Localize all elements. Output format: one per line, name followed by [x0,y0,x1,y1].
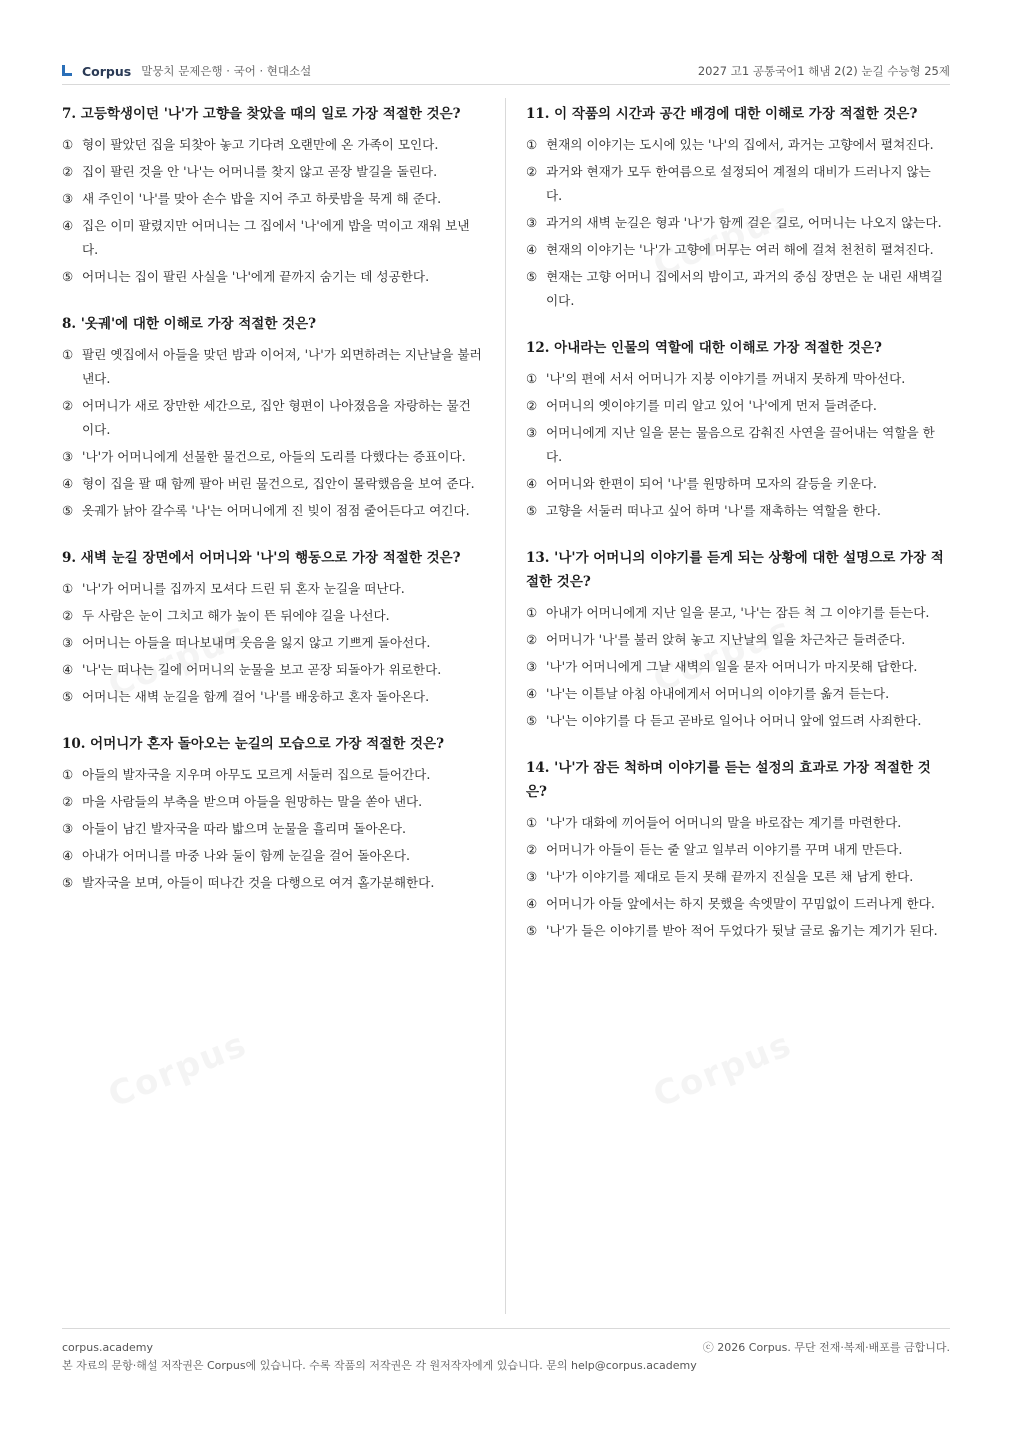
answer-option [62,265,482,289]
brand-name: Corpus [82,63,132,79]
option-number: ⑤ [62,689,74,704]
question-block [526,756,946,943]
question-block [526,546,946,733]
option-text: 어머니는 아들을 떠나보내며 웃음을 잃지 않고 기쁘게 돌아선다. [82,635,431,650]
answer-option [526,211,946,235]
answer-option [526,160,946,208]
option-text: '나'의 편에 서서 어머니가 지붕 이야기를 꺼내지 못하게 막아선다. [546,371,906,386]
option-text: 아들의 발자국을 지우며 아무도 모르게 서둘러 집으로 들어간다. [82,767,431,782]
option-number: ⑤ [62,875,74,890]
answer-option [62,472,482,496]
answer-option [62,817,482,841]
option-number: ⑤ [526,923,538,938]
question-block [526,102,946,313]
answer-option [526,367,946,391]
option-text: 집이 팔린 것을 안 '나'는 어머니를 찾지 않고 곧장 발길을 돌린다. [82,164,438,179]
answer-option [62,343,482,391]
page-footer [62,1328,950,1375]
question-block [526,336,946,523]
option-text: 어머니가 새로 장만한 세간으로, 집안 형편이 나아졌음을 자랑하는 물건이다. [82,398,471,437]
answer-option [62,790,482,814]
question-title: 9. 새벽 눈길 장면에서 어머니와 '나'의 행동으로 가장 적절한 것은? [62,550,461,566]
option-text: 어머니는 새벽 눈길을 함께 걸어 '나'를 배웅하고 혼자 돌아온다. [82,689,430,704]
footer-notice: 본 자료의 문항·해설 저작권은 Corpus에 있습니다. 수록 작품의 저작권은 각 원저작자에게 있습니다. 문의 help@corpus.academy [62,1359,697,1372]
option-text: 어머니는 집이 팔린 사실을 '나'에게 끝까지 숨기는 데 성공한다. [82,269,430,284]
option-text: 아들이 남긴 발자국을 따라 밟으며 눈물을 흘리며 돌아온다. [82,821,406,836]
option-text: 새 주인이 '나'를 맞아 손수 밥을 지어 주고 하룻밤을 묵게 해 준다. [82,191,442,206]
answer-option [526,865,946,889]
option-number: ② [62,608,74,623]
option-number: ① [526,605,538,620]
answer-option [62,604,482,628]
option-number: ① [62,347,74,362]
header-left [62,63,311,79]
question-title: 8. '옷궤'에 대한 이해로 가장 적절한 것은? [62,316,317,332]
option-number: ① [526,371,538,386]
option-text: '나'가 들은 이야기를 받아 적어 두었다가 뒷날 글로 옮기는 계기가 된다. [546,923,938,938]
answer-option [526,133,946,157]
option-number: ③ [526,425,538,440]
option-number: ③ [62,449,74,464]
option-number: ⑤ [526,713,538,728]
answer-option [526,811,946,835]
option-number: ⑤ [526,269,538,284]
question-title: 14. '나'가 잠든 척하며 이야기를 듣는 설정의 효과로 가장 적절한 것은? [526,760,931,800]
option-text: 어머니의 옛이야기를 미리 알고 있어 '나'에게 먼저 들려준다. [546,398,877,413]
answer-option [62,394,482,442]
option-text: 마을 사람들의 부축을 받으며 아들을 원망하는 말을 쏟아 낸다. [82,794,423,809]
answer-option [62,685,482,709]
answer-option [526,472,946,496]
option-text: 현재의 이야기는 도시에 있는 '나'의 집에서, 과거는 고향에서 펼쳐진다. [546,137,934,152]
footer-site: corpus.academy [62,1341,153,1354]
option-text: 현재의 이야기는 '나'가 고향에 머무는 여러 해에 걸쳐 천천히 펼쳐진다. [546,242,934,257]
option-text: '나'는 떠나는 길에 어머니의 눈물을 보고 곧장 되돌아가 위로한다. [82,662,442,677]
answer-option [62,187,482,211]
option-text: '나'가 대화에 끼어들어 어머니의 말을 바로잡는 계기를 마련한다. [546,815,902,830]
option-number: ④ [62,662,74,677]
breadcrumb: 말뭉치 문제은행 · 국어 · 현대소설 [141,64,312,78]
question-columns [62,102,950,1314]
option-number: ① [526,815,538,830]
option-number: ③ [526,215,538,230]
option-number: ③ [526,869,538,884]
answer-option [526,238,946,262]
option-number: ① [62,767,74,782]
option-text: 형이 집을 팔 때 함께 팔아 버린 물건으로, 집안이 몰락했음을 보여 준다. [82,476,475,491]
option-text: 고향을 서둘러 떠나고 싶어 하며 '나'를 재촉하는 역할을 한다. [546,503,881,518]
option-number: ④ [526,242,538,257]
option-number: ③ [62,821,74,836]
left-column [62,102,482,918]
option-number: ④ [62,848,74,863]
option-number: ④ [526,686,538,701]
question-title: 11. 이 작품의 시간과 공간 배경에 대한 이해로 가장 적절한 것은? [526,106,918,122]
option-text: '나'가 어머니에게 그날 새벽의 일을 묻자 어머니가 마지못해 답한다. [546,659,918,674]
option-text: 형이 팔았던 집을 되찾아 놓고 기다려 오랜만에 온 가족이 모인다. [82,137,439,152]
answer-option [62,658,482,682]
option-number: ⑤ [62,269,74,284]
option-text: 현재는 고향 어머니 집에서의 밤이고, 과거의 중심 장면은 눈 내린 새벽길이다. [546,269,943,308]
answer-option [526,265,946,313]
answer-option [526,682,946,706]
option-text: '나'는 이튿날 아침 아내에게서 어머니의 이야기를 옮겨 듣는다. [546,686,890,701]
answer-option [526,838,946,862]
option-number: ③ [62,191,74,206]
answer-option [526,655,946,679]
option-number: ④ [62,476,74,491]
answer-option [526,892,946,916]
option-number: ④ [526,896,538,911]
question-title: 7. 고등학생이던 '나'가 고향을 찾았을 때의 일로 가장 적절한 것은? [62,106,461,122]
answer-option [62,763,482,787]
option-text: 아내가 어머니를 마중 나와 둘이 함께 눈길을 걸어 돌아온다. [82,848,411,863]
answer-option [62,133,482,157]
question-title: 10. 어머니가 혼자 돌아오는 눈길의 모습으로 가장 적절한 것은? [62,736,444,752]
answer-option [526,919,946,943]
question-block [62,102,482,289]
option-number: ③ [62,635,74,650]
answer-option [526,628,946,652]
option-text: '나'가 어머니에게 선물한 물건으로, 아들의 도리를 다했다는 증표이다. [82,449,466,464]
option-number: ② [62,794,74,809]
answer-option [526,421,946,469]
answer-option [526,601,946,625]
answer-option [62,160,482,184]
page-header [62,58,950,85]
option-text: 어머니가 아들 앞에서는 하지 못했을 속엣말이 꾸밈없이 드러나게 한다. [546,896,935,911]
option-text: 팔린 옛집에서 아들을 맞던 밤과 이어져, '나'가 외면하려는 지난날을 불러낸다. [82,347,482,386]
question-block [62,312,482,523]
option-text: 어머니가 '나'를 불러 앉혀 놓고 지난날의 일을 차근차근 들려준다. [546,632,906,647]
option-text: 과거와 현재가 모두 한여름으로 설정되어 계절의 대비가 드러나지 않는다. [546,164,931,203]
option-number: ① [526,137,538,152]
option-text: 과거의 새벽 눈길은 형과 '나'가 함께 걸은 길로, 어머니는 나오지 않는다. [546,215,942,230]
question-title: 13. '나'가 어머니의 이야기를 듣게 되는 상황에 대한 설명으로 가장 적절한 것은? [526,550,944,590]
option-number: ④ [62,218,74,233]
answer-option [62,499,482,523]
option-text: 어머니가 아들이 듣는 줄 알고 일부러 이야기를 꾸며 내게 만든다. [546,842,903,857]
option-text: 어머니와 한편이 되어 '나'를 원망하며 모자의 갈등을 키운다. [546,476,877,491]
option-text: 발자국을 보며, 아들이 떠나간 것을 다행으로 여겨 홀가분해한다. [82,875,435,890]
option-number: ② [62,398,74,413]
answer-option [62,871,482,895]
footer-copyright: ⓒ 2026 Corpus. 무단 전재·복제·배포를 금합니다. [702,1341,950,1354]
option-number: ② [526,632,538,647]
option-number: ⑤ [526,503,538,518]
question-block [62,546,482,709]
option-text: '나'가 어머니를 집까지 모셔다 드린 뒤 혼자 눈길을 떠난다. [82,581,405,596]
answer-option [62,445,482,469]
option-text: 아내가 어머니에게 지난 일을 묻고, '나'는 잠든 척 그 이야기를 듣는다. [546,605,930,620]
option-text: 어머니에게 지난 일을 묻는 물음으로 감춰진 사연을 끌어내는 역할을 한다. [546,425,935,464]
option-number: ② [62,164,74,179]
answer-option [62,844,482,868]
answer-option [526,499,946,523]
option-number: ① [62,581,74,596]
document-title: 2027 고1 공통국어1 해냄 2(2) 눈길 수능형 25제 [697,64,950,78]
right-column [526,102,946,966]
corpus-logo-icon [62,65,72,76]
answer-option [62,631,482,655]
option-text: 집은 이미 팔렸지만 어머니는 그 집에서 '나'에게 밥을 먹이고 재워 보낸다. [82,218,470,257]
option-text: 옷궤가 낡아 갈수록 '나'는 어머니에게 진 빚이 점점 줄어든다고 여긴다. [82,503,470,518]
option-text: 두 사람은 눈이 그치고 해가 높이 뜬 뒤에야 길을 나선다. [82,608,390,623]
option-number: ② [526,842,538,857]
option-number: ① [62,137,74,152]
option-text: '나'가 이야기를 제대로 듣지 못해 끝까지 진실을 모른 채 남게 한다. [546,869,914,884]
option-number: ② [526,164,538,179]
answer-option [526,394,946,418]
option-text: '나'는 이야기를 다 듣고 곧바로 일어나 어머니 앞에 엎드려 사죄한다. [546,713,922,728]
option-number: ⑤ [62,503,74,518]
option-number: ② [526,398,538,413]
question-title: 12. 아내라는 인물의 역할에 대한 이해로 가장 적절한 것은? [526,340,882,356]
option-number: ③ [526,659,538,674]
answer-option [62,577,482,601]
answer-option [62,214,482,262]
answer-option [526,709,946,733]
question-block [62,732,482,895]
option-number: ④ [526,476,538,491]
